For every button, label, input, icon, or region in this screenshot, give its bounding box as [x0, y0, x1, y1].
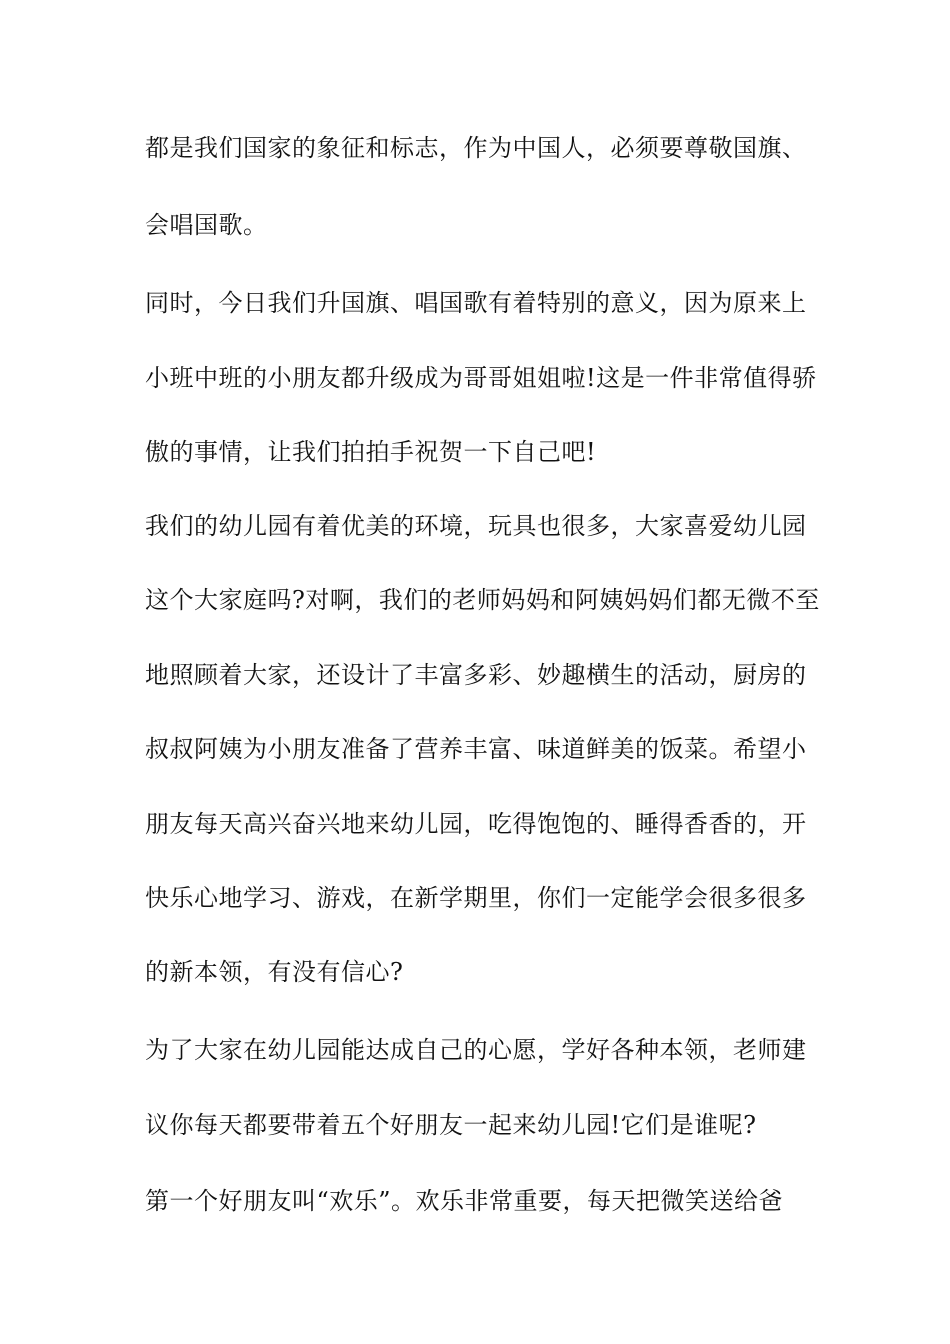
text-line: 地照顾着大家，还设计了丰富多彩、妙趣横生的活动，厨房的 [145, 661, 807, 689]
text-line: 第一个好朋友叫“欢乐”。欢乐非常重要，每天把微笑送给爸 [145, 1187, 784, 1215]
text-line: 傲的事情，让我们拍拍手祝贺一下自己吧! [145, 438, 597, 466]
text-line: 我们的幼儿园有着优美的环境，玩具也很多，大家喜爱幼儿园 [145, 512, 807, 540]
text-line: 朋友每天高兴奋兴地来幼儿园，吃得饱饱的、睡得香香的，开 [145, 810, 807, 838]
text-line: 小班中班的小朋友都升级成为哥哥姐姐啦!这是一件非常值得骄 [145, 364, 817, 392]
text-line: 的新本领，有没有信心? [145, 958, 404, 986]
text-line: 会唱国歌。 [145, 211, 268, 239]
text-line: 叔叔阿姨为小朋友准备了营养丰富、味道鲜美的饭菜。希望小 [145, 735, 807, 763]
text-line: 快乐心地学习、游戏，在新学期里，你们一定能学会很多很多 [145, 884, 807, 912]
text-line: 这个大家庭吗?对啊，我们的老师妈妈和阿姨妈妈们都无微不至 [145, 586, 820, 614]
text-line: 议你每天都要带着五个好朋友一起来幼儿园!它们是谁呢? [145, 1111, 757, 1139]
text-line: 为了大家在幼儿园能达成自己的心愿，学好各种本领，老师建 [145, 1036, 807, 1064]
text-line: 都是我们国家的象征和标志，作为中国人，必须要尊敬国旗、 [145, 134, 807, 162]
text-line: 同时，今日我们升国旗、唱国歌有着特别的意义，因为原来上 [145, 289, 807, 317]
